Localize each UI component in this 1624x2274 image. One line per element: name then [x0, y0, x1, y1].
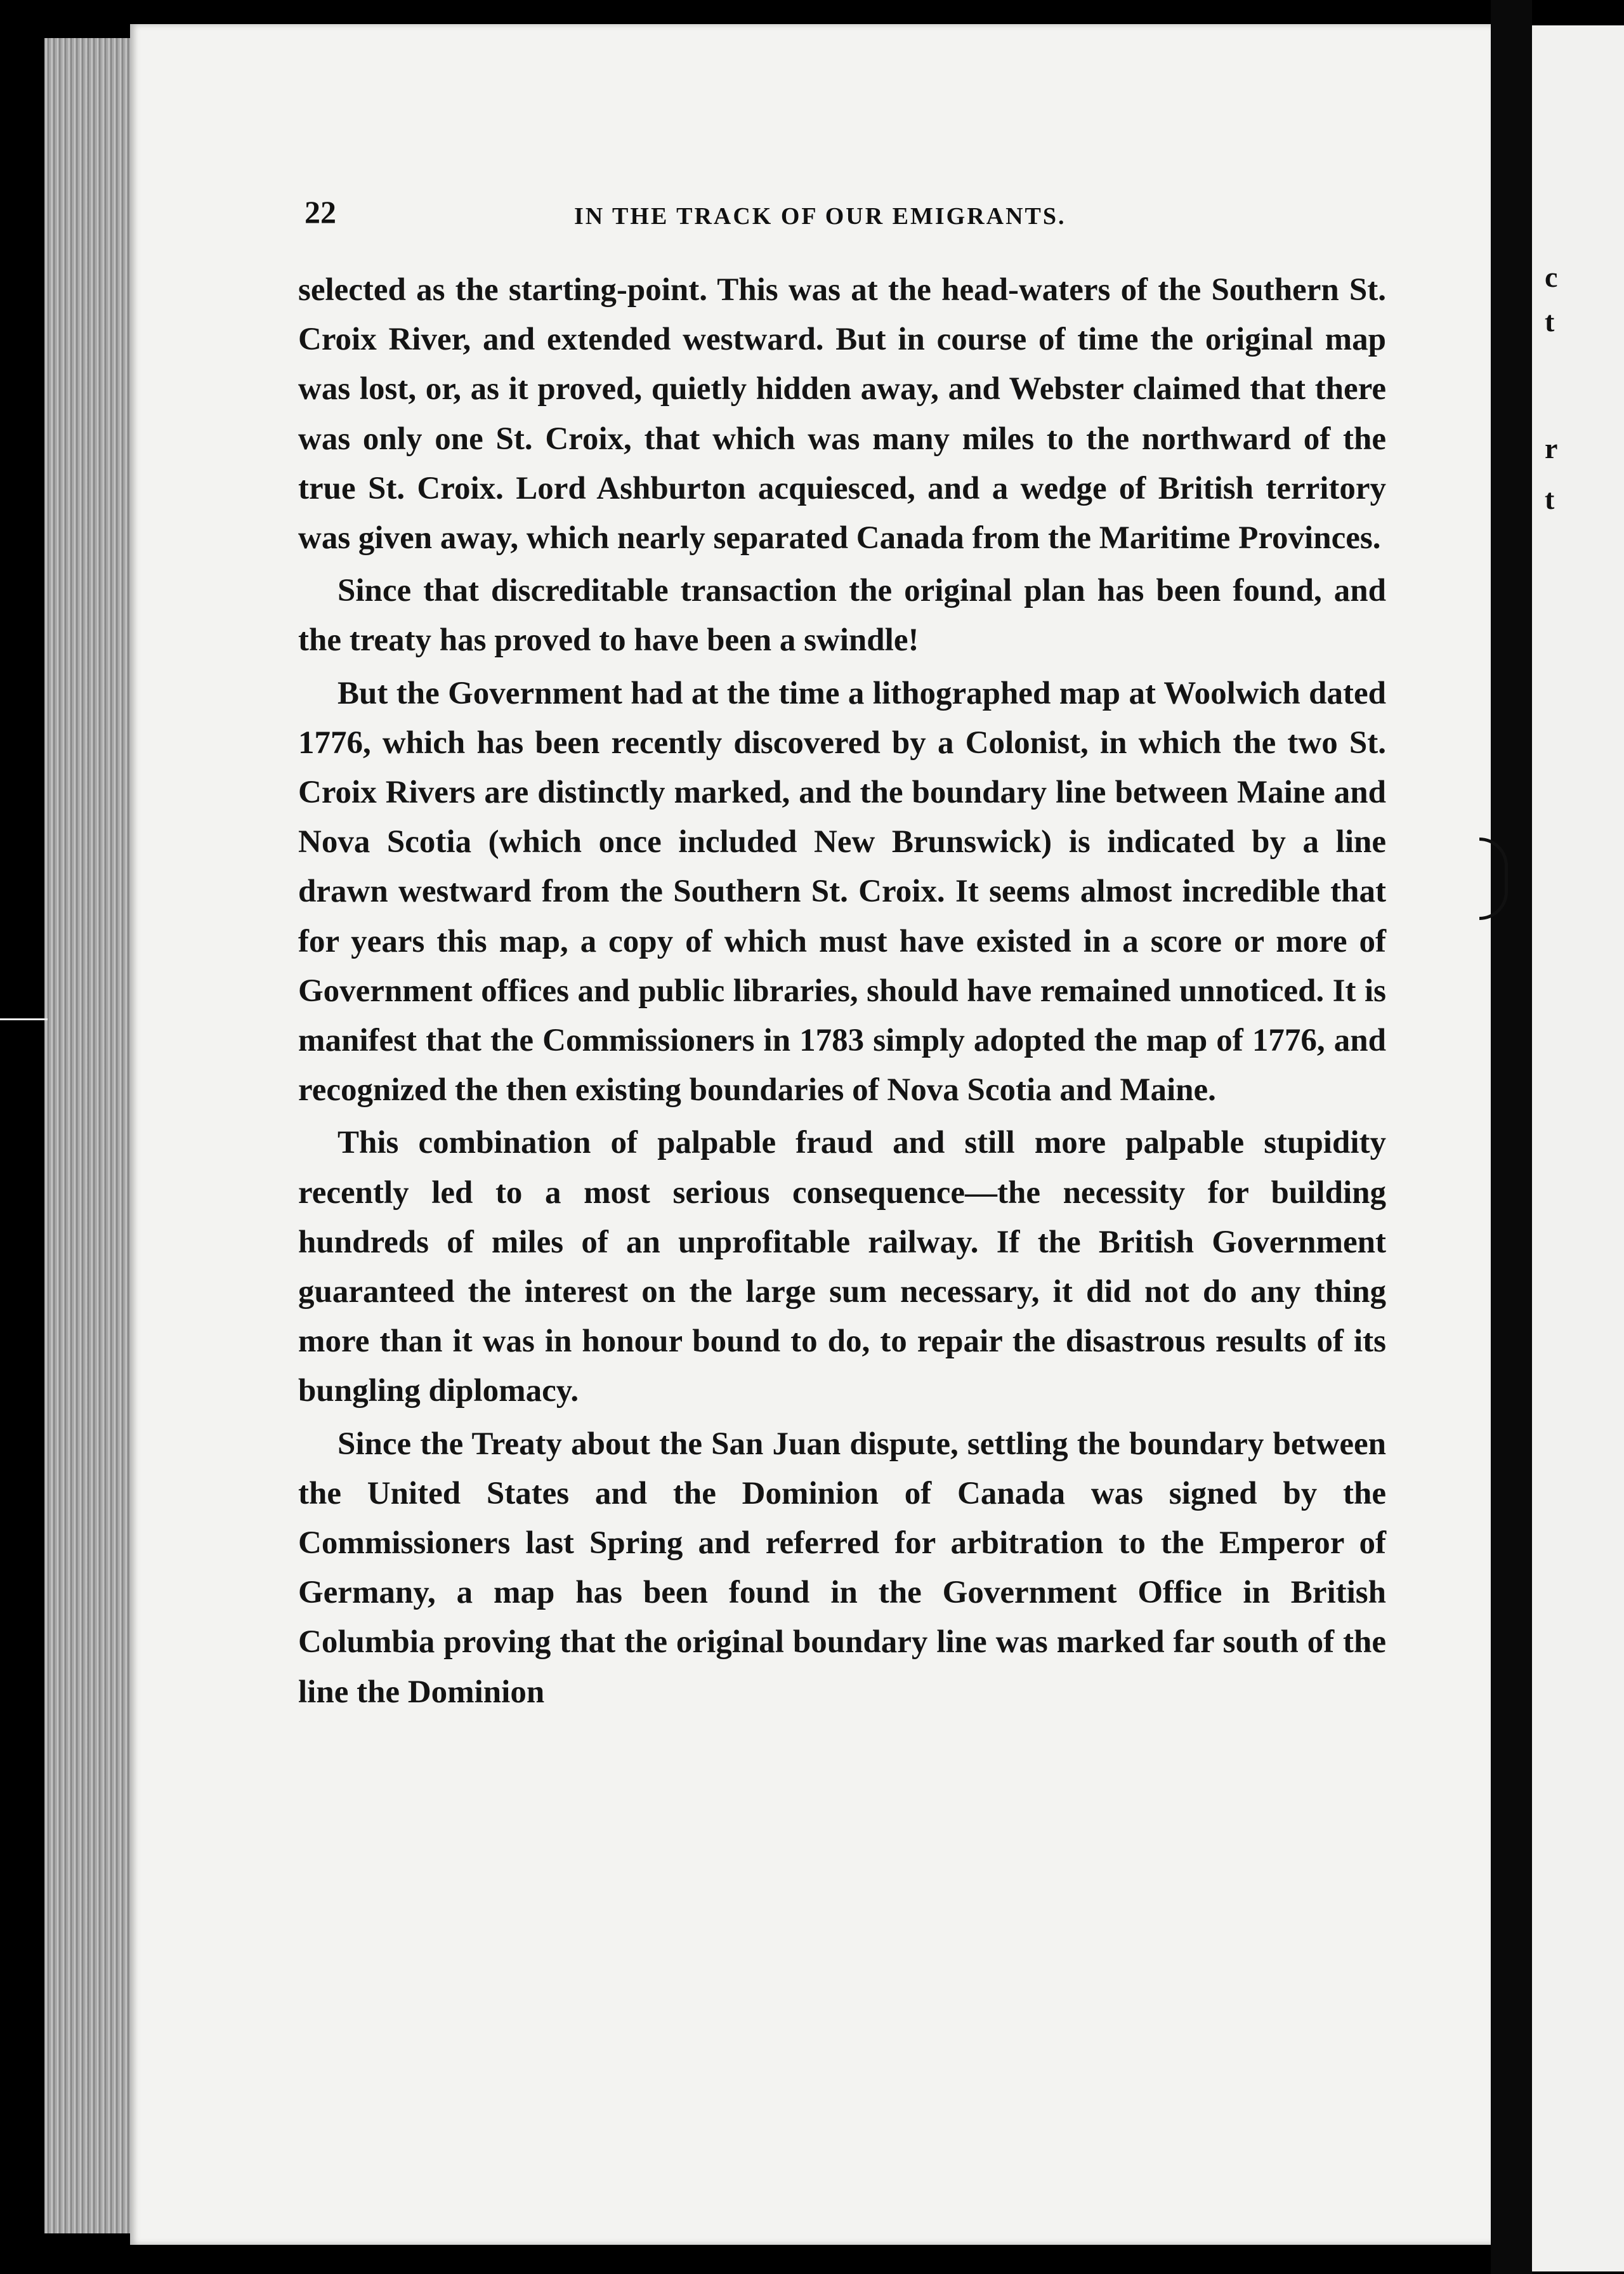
page-number: 22: [304, 194, 336, 230]
body-text: [298, 265, 1386, 1720]
facing-page-fragment: t: [1545, 305, 1555, 338]
running-title: IN THE TRACK OF OUR EMIGRANTS.: [574, 203, 1066, 230]
facing-page-edge: [1532, 25, 1624, 2271]
book-gutter: [1491, 0, 1532, 2274]
facing-page-fragment: t: [1545, 483, 1555, 515]
paragraph: This combination of palpable fraud and still more palpable stupidity recently led to a most serious consequence—the necessity for building hundreds of miles of an unprofitable railway. If the British Government guaranteed the interest on the large sum necessary, it did not do any thing more than it was in honour bound to do, to repair the disastrous results of its bungling diplomacy.: [298, 1125, 1386, 1409]
paragraph: selected as the starting-point. This was at the head-waters of the Southern St. Croix River, and extended westward. But in course of time the original map was lost, or, as it proved, quietly hidden away, and Webster claimed that there was only one St. Croix, that which was many miles to the northward of the true St. Croix. Lord Ashburton acquiesced, and a wedge of British territory was given away, which nearly separated Canada from the Maritime Provinces.: [298, 272, 1386, 556]
paragraph: Since the Treaty about the San Juan dispute, settling the boundary between the United States and the Dominion of Canada was signed by the Commissioners last Spring and referred for arbitration to the Emperor of Germany, a map has been found in the Government Office in British Columbia proving that the original boundary line was marked far south of the line the Dominion: [298, 1426, 1386, 1710]
paragraph: But the Government had at the time a lithographed map at Woolwich dated 1776, which has been recently discovered by a Colonist, in which the two St. Croix Rivers are distinctly marked, and the boundary line between Maine and Nova Scotia (which once included New Brunswick) is indicated by a line drawn westward from the Southern St. Croix. It seems almost incredible that for years this map, a copy of which must have existed in a score or more of Government offices and public libraries, should have remained unnoticed. It is manifest that the Commissioners in 1783 simply adopted the map of 1776, and recognized the then existing boundaries of Nova Scotia and Maine.: [298, 675, 1386, 1108]
book-page-edges: [44, 38, 130, 2233]
scan-edge-mark: [0, 1018, 48, 1020]
paragraph: Since that discreditable transaction the original plan has been found, and the treaty has proved to have been a swindle!: [298, 573, 1386, 659]
page-header: [304, 194, 1396, 238]
facing-page-fragment: r: [1545, 432, 1558, 464]
facing-page-fragment: c: [1545, 261, 1558, 293]
